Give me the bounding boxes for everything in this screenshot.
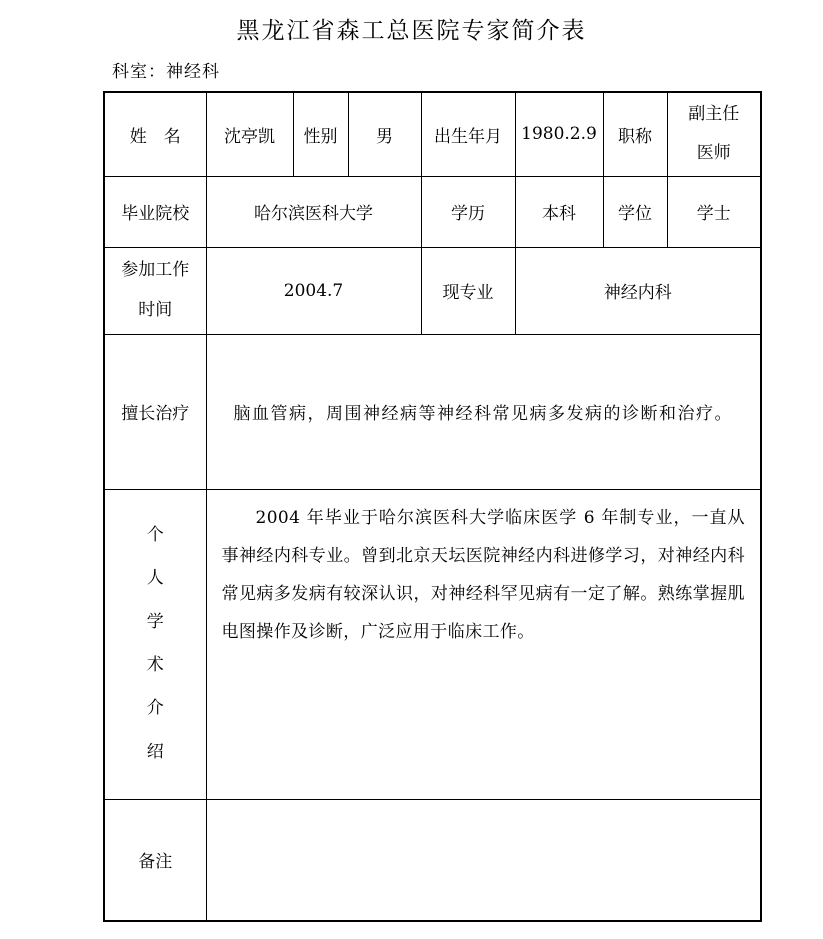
bio-label-text: 个人学术介绍	[146, 524, 164, 762]
birth-value-cell: 1980.2.9	[515, 92, 603, 176]
table-row-notes	[104, 799, 761, 921]
specialty-label-cell: 现专业	[421, 247, 515, 334]
degree-value-cell: 学士	[667, 176, 761, 247]
jobtitle-value-cell	[667, 92, 761, 176]
table-row-education	[104, 176, 761, 247]
expert-profile-table	[103, 91, 762, 922]
department-label: 科室：神经科	[112, 62, 220, 82]
name-value-cell: 沈亭凯	[206, 92, 293, 176]
degree-label-cell: 学位	[603, 176, 667, 247]
school-label-cell: 毕业院校	[104, 176, 206, 247]
education-value-cell: 本科	[515, 176, 603, 247]
education-label-cell: 学历	[421, 176, 515, 247]
jobtitle-value-text: 副主任医师	[688, 104, 740, 164]
gender-value-cell: 男	[348, 92, 421, 176]
jobtitle-label-cell: 职称	[603, 92, 667, 176]
workstart-label-cell	[104, 247, 206, 334]
specialty-value-cell: 神经内科	[515, 247, 761, 334]
birth-label-cell: 出生年月	[421, 92, 515, 176]
notes-value-cell	[206, 799, 761, 921]
workstart-value-cell: 2004.7	[206, 247, 421, 334]
school-value-cell: 哈尔滨医科大学	[206, 176, 421, 247]
name-label-cell: 姓 名	[104, 92, 206, 176]
workstart-label-text: 参加工作时间	[121, 260, 190, 320]
bio-paragraph: 2004 年毕业于哈尔滨医科大学临床医学 6 年制专业，一直从事神经内科专业。曾到北京天坛医院神经内科进修学习，对神经内科常见病多发病有较深认识，对神经科罕见病有一定了解。熟练掌握肌电图操作及诊断，广泛应用于临床工作。	[221, 507, 745, 642]
bio-value-cell	[206, 489, 761, 799]
table-row-bio	[104, 489, 761, 799]
expertise-label-cell: 擅长治疗	[104, 334, 206, 489]
table-row-expertise	[104, 334, 761, 489]
table-row-work	[104, 247, 761, 334]
page-title: 黑龙江省森工总医院专家简介表	[236, 18, 587, 44]
expertise-value-cell: 脑血管病，周围神经病等神经科常见病多发病的诊断和治疗。	[206, 334, 761, 489]
bio-label-cell	[104, 489, 206, 799]
notes-label-cell: 备注	[104, 799, 206, 921]
table-row-basic-info	[104, 92, 761, 176]
gender-label-cell: 性别	[293, 92, 348, 176]
